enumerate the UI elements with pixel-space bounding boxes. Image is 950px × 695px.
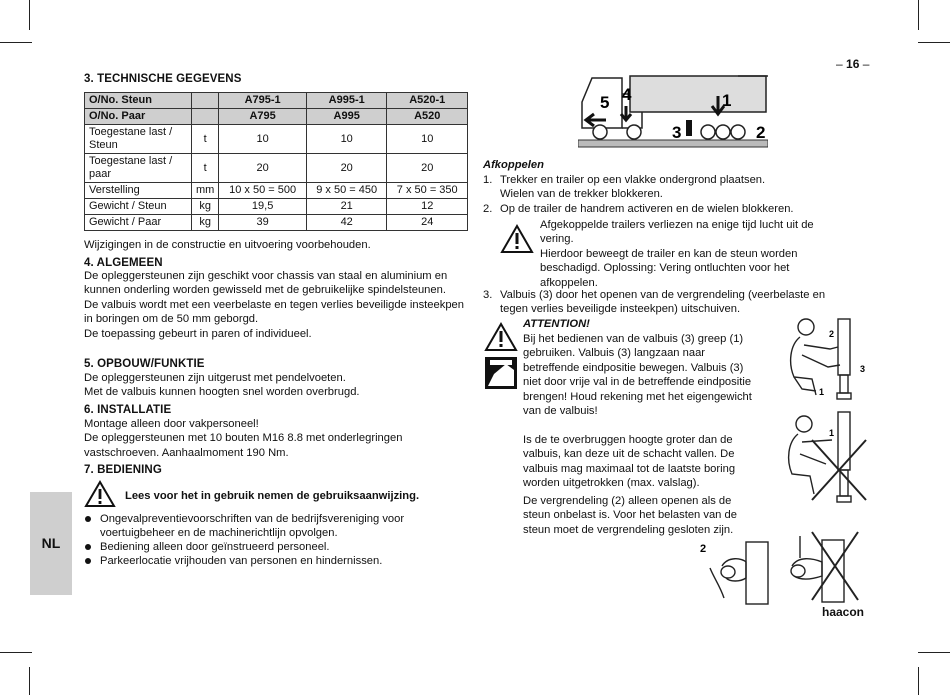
paragraph: Montage alleen door vakpersoneel! bbox=[84, 418, 259, 430]
bullet-icon bbox=[85, 516, 91, 522]
language-tab-label: NL bbox=[41, 535, 61, 551]
table-cell: Verstelling bbox=[85, 183, 192, 199]
list-number: 2. bbox=[483, 202, 493, 215]
table-cell: A795-1 bbox=[219, 93, 307, 109]
table-cell: A520 bbox=[387, 109, 468, 125]
section-heading-tech: 3. TECHNISCHE GEGEVENS bbox=[84, 73, 242, 85]
table-cell: A995-1 bbox=[306, 93, 387, 109]
attention-text-2: Is de te overbruggen hoogte groter dan de valbuis, kan deze uit de schacht vallen. De valbuis mag maximaal tot de laatste boring worden uitgetrokken (max. valslag). bbox=[523, 434, 736, 490]
figure-label: 5 bbox=[600, 93, 610, 112]
crushing-hazard-icon bbox=[484, 356, 518, 390]
list-item bbox=[483, 202, 840, 216]
section-heading-build: 5. OPBOUW/FUNKTIE bbox=[84, 358, 205, 370]
paragraph: Met de valbuis kunnen hoogten snel worden overbrugd. bbox=[84, 386, 360, 399]
attention-text-3: De vergrendeling (2) alleen openen als de steun onbelast is. Voor het belasten van de steun moet de vergrendeling gesloten zijn. bbox=[523, 495, 737, 536]
arrow-left-icon bbox=[586, 114, 606, 126]
air-suspension-warning bbox=[540, 218, 825, 290]
figure-label: 4 bbox=[622, 85, 632, 104]
table-cell: mm bbox=[192, 183, 219, 199]
operator-figure-2 bbox=[782, 410, 872, 510]
table-header-row bbox=[85, 109, 468, 125]
table-cell bbox=[192, 109, 219, 125]
table-row bbox=[85, 183, 468, 199]
table-header-row bbox=[85, 93, 468, 109]
table-cell: t bbox=[192, 154, 219, 183]
crop-mark bbox=[918, 0, 919, 30]
table-cell: 10 x 50 = 500 bbox=[219, 183, 307, 199]
install-text bbox=[84, 417, 429, 460]
list-number: 3. bbox=[483, 289, 493, 301]
table-row bbox=[85, 125, 468, 154]
list-item bbox=[483, 173, 783, 202]
figure-label: 2 bbox=[756, 123, 766, 142]
table-cell: 9 x 50 = 450 bbox=[306, 183, 387, 199]
uncouple-heading: Afkoppelen bbox=[483, 159, 544, 171]
table-cell: 39 bbox=[219, 215, 307, 231]
paragraph: De valbuis wordt met een veerbelaste en tegen verlies beveiligde insteekpen in boringen om de 50 mm geborgd. bbox=[84, 298, 464, 326]
figure-label: 3 bbox=[860, 364, 866, 374]
table-note: Wijzigingen in de constructie en uitvoering voorbehouden. bbox=[84, 239, 371, 251]
general-text bbox=[84, 269, 464, 341]
table-row bbox=[85, 215, 468, 231]
paragraph: Afgekoppelde trailers verliezen na enige tijd lucht uit de vering. bbox=[540, 219, 814, 246]
table-cell: Toegestane last / Steun bbox=[85, 125, 192, 154]
figure-label: 2 bbox=[829, 329, 835, 339]
list-item bbox=[84, 554, 464, 568]
table-cell: 10 bbox=[387, 125, 468, 154]
figure-label: 1 bbox=[819, 387, 825, 397]
bullet-icon bbox=[85, 544, 91, 550]
attention-title: ATTENTION! bbox=[523, 318, 590, 330]
spec-table bbox=[84, 92, 468, 231]
page-number: – 16 – bbox=[836, 57, 870, 71]
crop-mark bbox=[29, 0, 30, 30]
latch-figure bbox=[700, 538, 780, 608]
build-text bbox=[84, 371, 464, 400]
figure-label: 1 bbox=[829, 428, 835, 438]
table-cell: 42 bbox=[306, 215, 387, 231]
paragraph: De opleggersteunen zijn geschikt voor chassis van staal en aluminium en kunnen onderling worden gewisseld met de gebruikelijke spindelsteunen. bbox=[84, 270, 448, 297]
wheel-icon bbox=[701, 125, 715, 139]
crop-mark bbox=[918, 652, 950, 653]
section-heading-operation: 7. BEDIENING bbox=[84, 464, 162, 476]
figure-label: 1 bbox=[722, 91, 732, 110]
warning-icon bbox=[484, 322, 518, 352]
list-item bbox=[483, 288, 833, 317]
table-cell: A995 bbox=[306, 109, 387, 125]
table-cell: 10 bbox=[306, 125, 387, 154]
operator-figure-1 bbox=[782, 315, 872, 405]
list-item-text: Trekker en trailer op een vlakke ondergrond plaatsen. Wielen van de trekker blokkeren. bbox=[500, 174, 766, 201]
wheel-icon bbox=[731, 125, 745, 139]
read-manual-warning: Lees voor het in gebruik nemen de gebruiksaanwijzing. bbox=[125, 490, 420, 502]
table-cell: 19,5 bbox=[219, 199, 307, 215]
table-cell: 21 bbox=[306, 199, 387, 215]
list-number: 1. bbox=[483, 174, 493, 186]
list-item-text: Op de trailer de handrem activeren en de wielen blokkeren. bbox=[500, 202, 794, 215]
table-cell: O/No. Steun bbox=[85, 93, 192, 109]
table-cell: Gewicht / Steun bbox=[85, 199, 192, 215]
paragraph: Hierdoor beweegt de trailer en kan de steun worden beschadigd. Oplossing: Vering ontluchten voor het afkoppelen. bbox=[540, 247, 798, 289]
table-cell: kg bbox=[192, 215, 219, 231]
table-cell: 7 x 50 = 350 bbox=[387, 183, 468, 199]
table-cell: 20 bbox=[387, 154, 468, 183]
latch-figure-crossed bbox=[780, 530, 860, 606]
table-row bbox=[85, 199, 468, 215]
list-item-text: Bediening alleen door geïnstrueerd personeel. bbox=[100, 541, 330, 553]
bullet-icon bbox=[85, 558, 91, 564]
table-cell: Toegestane last / paar bbox=[85, 154, 192, 183]
list-item-text: Ongevalpreventievoorschriften van de bedrijfsvereniging voor voertuigbeheer en de machinerichtlijn opvolgen. bbox=[100, 513, 405, 539]
table-cell: 20 bbox=[306, 154, 387, 183]
crop-mark bbox=[0, 42, 32, 43]
uncouple-steps bbox=[483, 173, 794, 216]
wheel-icon bbox=[716, 125, 730, 139]
crop-mark bbox=[918, 42, 950, 43]
crop-mark bbox=[918, 667, 919, 695]
wheel-icon bbox=[593, 125, 607, 139]
table-cell: A520-1 bbox=[387, 93, 468, 109]
table-cell: A795 bbox=[219, 109, 307, 125]
section-heading-general: 4. ALGEMEEN bbox=[84, 257, 163, 269]
paragraph: De opleggersteunen met 10 bouten M16 8.8 met onderlegringen vastschroeven. Aanhaalmoment 190 Nm. bbox=[84, 432, 403, 459]
uncouple-step-3 bbox=[483, 288, 833, 317]
section-heading-install: 6. INSTALLATIE bbox=[84, 404, 172, 416]
table-cell: 10 bbox=[219, 125, 307, 154]
wheel-icon bbox=[627, 125, 641, 139]
table-cell: kg bbox=[192, 199, 219, 215]
list-item-text: Valbuis (3) door het openen van de vergrendeling (veerbelaste en tegen verlies beveiligde insteekpen) uitschuiven. bbox=[500, 289, 826, 316]
operation-bullets bbox=[84, 512, 464, 568]
warning-icon bbox=[500, 224, 534, 254]
list-item bbox=[84, 512, 464, 540]
list-item-text: Parkeerlocatie vrijhouden van personen en hindernissen. bbox=[100, 555, 383, 567]
list-item bbox=[84, 540, 464, 554]
brand-logo: haacon bbox=[822, 605, 865, 619]
truck-icon bbox=[582, 76, 768, 128]
warning-icon bbox=[84, 480, 116, 508]
crop-mark bbox=[29, 667, 30, 695]
table-cell: 12 bbox=[387, 199, 468, 215]
language-tab bbox=[30, 492, 72, 595]
table-cell: 20 bbox=[219, 154, 307, 183]
table-cell: O/No. Paar bbox=[85, 109, 192, 125]
figure-label: 3 bbox=[672, 123, 682, 142]
table-cell: 24 bbox=[387, 215, 468, 231]
paragraph: De opleggersteunen zijn uitgerust met pendelvoeten. bbox=[84, 372, 346, 384]
attention-text-1: Bij het bedienen van de valbuis (3) greep (1) gebruiken. Valbuis (3) langzaan naar betreffende eindpositie bewegen. Valbuis (3) niet door vrije val in de betreffende eindpositie brengen! Houd rekening met het eigengewicht van de valbuis! bbox=[523, 333, 752, 418]
paragraph: De toepassing gebeurt in paren of individueel. bbox=[84, 327, 312, 340]
table-row bbox=[85, 154, 468, 183]
figure-label: 2 bbox=[700, 543, 707, 555]
table-cell: t bbox=[192, 125, 219, 154]
table-cell: Gewicht / Paar bbox=[85, 215, 192, 231]
table-cell bbox=[192, 93, 219, 109]
crop-mark bbox=[0, 652, 32, 653]
truck-trailer-figure bbox=[578, 72, 768, 154]
support-leg-icon bbox=[686, 120, 692, 136]
